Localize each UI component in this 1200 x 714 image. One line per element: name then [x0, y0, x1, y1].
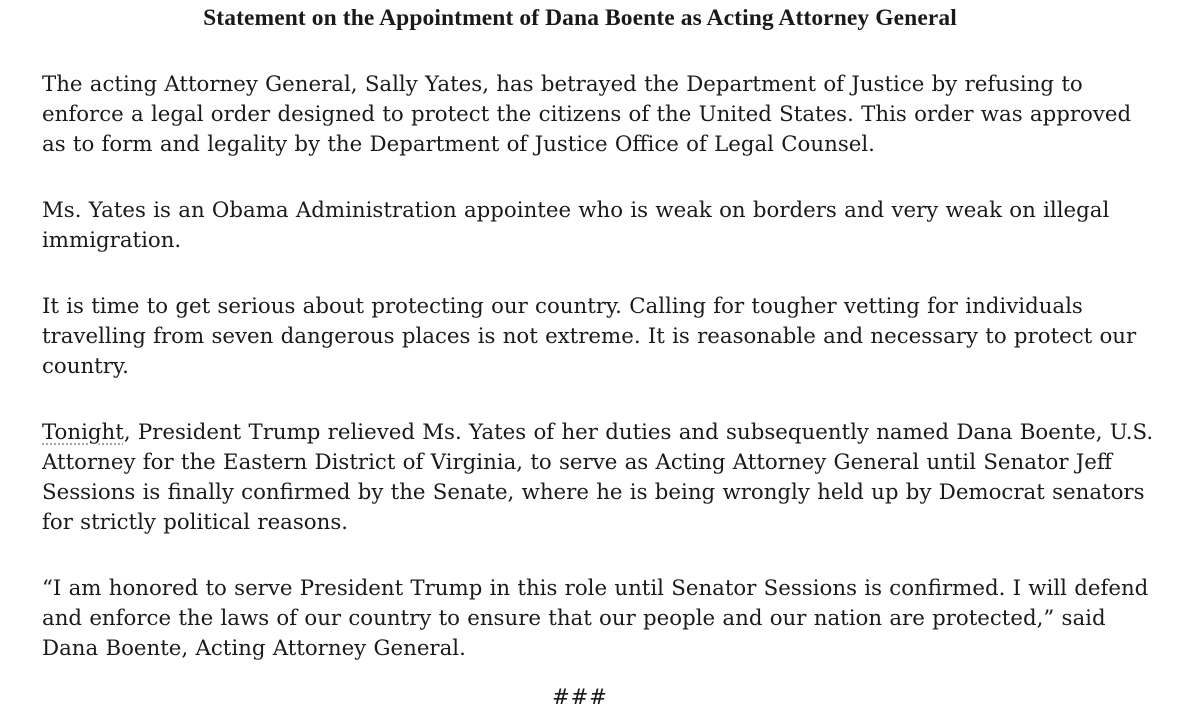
spellcheck-underlined-word: Tonight — [42, 420, 124, 445]
paragraph-yates-betrayal: The acting Attorney General, Sally Yates, has betrayed the Department of Justice by refusing to enforce a legal order designed to protect the citizens of the United States. This order was approved as to form and legality by the Department of Justice Office of Legal Counsel. — [42, 72, 1132, 157]
document-body — [42, 70, 1157, 700]
paragraph-boente-named — [42, 418, 1157, 538]
paragraph-boente-named-rest: , President Trump relieved Ms. Yates of her duties and subsequently named Dana Boente, U.S. Attorney for the Eastern District of Virginia, to serve as Acting Attorney General until Senator Jeff Sessions is finally confirmed by the Senate, where he is being wrongly held up by Democrat senators for strictly political reasons. — [42, 420, 1154, 535]
paragraph-yates-appointee: Ms. Yates is an Obama Administration appointee who is weak on borders and very weak on illegal immigration. — [42, 198, 1110, 253]
end-of-document-mark: ### — [552, 685, 608, 709]
paragraph-protect-country: It is time to get serious about protecting our country. Calling for tougher vetting for individuals travelling from seven dangerous places is not extreme. It is reasonable and necessary to protect our country. — [42, 294, 1137, 379]
document-title: Statement on the Appointment of Dana Boente as Acting Attorney General — [203, 5, 957, 31]
paragraph-boente-quote: “I am honored to serve President Trump in this role until Senator Sessions is confirmed. I will defend and enforce the laws of our country to ensure that our people and our nation are protected,” said Dana Boente, Acting Attorney General. — [42, 576, 1149, 661]
